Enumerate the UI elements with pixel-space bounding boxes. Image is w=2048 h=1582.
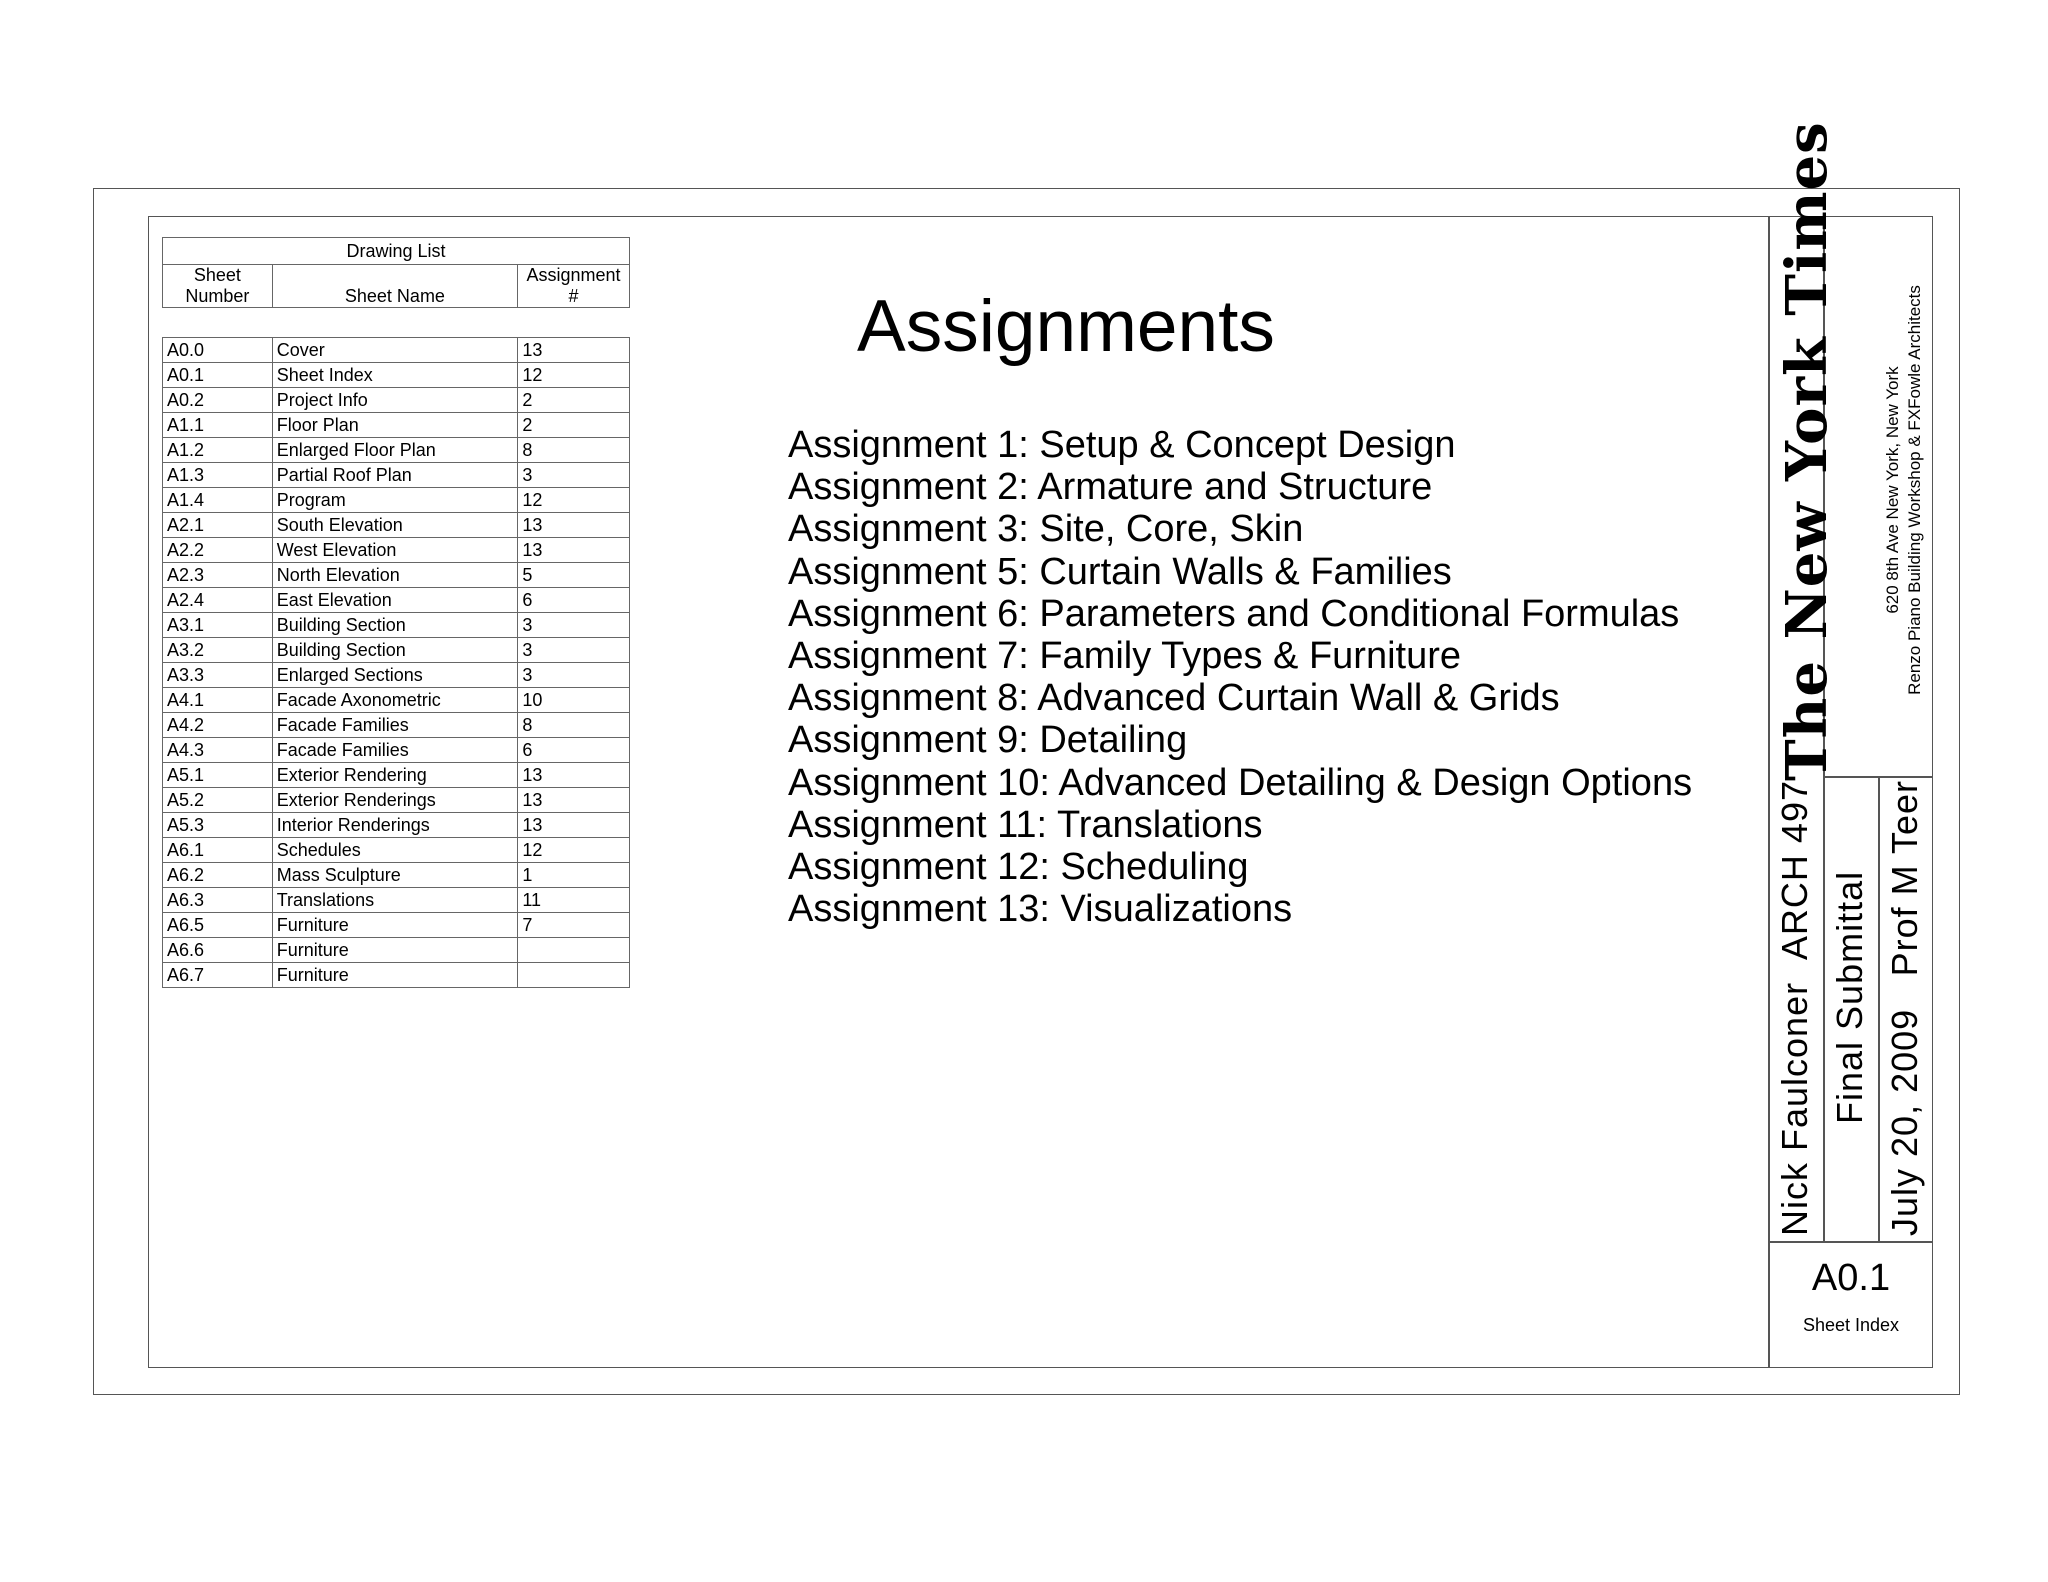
list-item: Assignment 12: Scheduling bbox=[788, 846, 1249, 889]
table-row bbox=[163, 763, 630, 788]
header-sheet-name: Sheet Name bbox=[272, 265, 517, 308]
cell-number: A6.2 bbox=[163, 863, 273, 888]
cell-assignment: 13 bbox=[518, 763, 630, 788]
header-assignment bbox=[518, 265, 630, 308]
cell-assignment: 12 bbox=[518, 363, 630, 388]
cell-name: Exterior Renderings bbox=[272, 788, 518, 813]
header-assignment-line2: # bbox=[568, 286, 579, 306]
cell-number: A2.3 bbox=[163, 563, 273, 588]
cell-number: A1.2 bbox=[163, 438, 273, 463]
cell-name: Mass Sculpture bbox=[272, 863, 518, 888]
list-item: Assignment 10: Advanced Detailing & Design Options bbox=[788, 761, 1693, 804]
cell-number: A3.3 bbox=[163, 663, 273, 688]
table-row bbox=[163, 338, 630, 363]
table-row bbox=[163, 388, 630, 413]
cell-number: A4.3 bbox=[163, 738, 273, 763]
cell-name: Cover bbox=[272, 338, 518, 363]
cell-name: Furniture bbox=[272, 938, 518, 963]
address-line1: 620 8th Ave New York, New York bbox=[1883, 366, 1902, 614]
table-row bbox=[163, 413, 630, 438]
cell-assignment: 3 bbox=[518, 613, 630, 638]
cell-name: West Elevation bbox=[272, 538, 518, 563]
table-row bbox=[163, 638, 630, 663]
cell-assignment: 3 bbox=[518, 463, 630, 488]
cell-number: A2.2 bbox=[163, 538, 273, 563]
cell-assignment: 11 bbox=[518, 888, 630, 913]
cell-name: Building Section bbox=[272, 638, 518, 663]
cell-number: A5.3 bbox=[163, 813, 273, 838]
cell-number: A5.2 bbox=[163, 788, 273, 813]
list-item: Assignment 5: Curtain Walls & Families bbox=[788, 550, 1452, 593]
table-row bbox=[163, 888, 630, 913]
cell-assignment: 1 bbox=[518, 863, 630, 888]
drawing-list-header bbox=[162, 237, 630, 308]
cell-number: A2.4 bbox=[163, 588, 273, 613]
table-row bbox=[163, 838, 630, 863]
table-row bbox=[163, 863, 630, 888]
cell-name: Partial Roof Plan bbox=[272, 463, 518, 488]
cell-assignment: 2 bbox=[518, 388, 630, 413]
cell-assignment: 7 bbox=[518, 913, 630, 938]
drawing-list-table bbox=[162, 337, 630, 988]
table-row bbox=[163, 663, 630, 688]
project-address bbox=[1882, 260, 1926, 720]
cell-assignment: 13 bbox=[518, 538, 630, 563]
cell-assignment: 3 bbox=[518, 663, 630, 688]
table-row bbox=[163, 538, 630, 563]
cell-assignment bbox=[518, 938, 630, 963]
cell-name: Facade Axonometric bbox=[272, 688, 518, 713]
cell-assignment: 8 bbox=[518, 438, 630, 463]
cell-number: A6.6 bbox=[163, 938, 273, 963]
cell-assignment: 13 bbox=[518, 813, 630, 838]
cell-number: A3.2 bbox=[163, 638, 273, 663]
title-block-divider bbox=[1768, 1241, 1933, 1243]
cell-number: A3.1 bbox=[163, 613, 273, 638]
cell-assignment: 6 bbox=[518, 738, 630, 763]
assignment-list bbox=[788, 424, 1692, 930]
table-row bbox=[163, 513, 630, 538]
cell-number: A6.7 bbox=[163, 963, 273, 988]
list-item: Assignment 3: Site, Core, Skin bbox=[788, 508, 1304, 551]
cell-name: Furniture bbox=[272, 913, 518, 938]
cell-name: North Elevation bbox=[272, 563, 518, 588]
cell-assignment: 12 bbox=[518, 488, 630, 513]
cell-number: A1.1 bbox=[163, 413, 273, 438]
list-item: Assignment 2: Armature and Structure bbox=[788, 466, 1433, 509]
table-row bbox=[163, 488, 630, 513]
cell-name: Interior Renderings bbox=[272, 813, 518, 838]
table-row bbox=[163, 688, 630, 713]
sheet-number: A0.1 bbox=[1811, 1257, 1891, 1299]
cell-name: Project Info bbox=[272, 388, 518, 413]
sheet-name: Sheet Index bbox=[1802, 1315, 1900, 1335]
cell-number: A5.1 bbox=[163, 763, 273, 788]
cell-number: A0.0 bbox=[163, 338, 273, 363]
date-professor-line bbox=[1883, 780, 1927, 1236]
table-row bbox=[163, 588, 630, 613]
cell-assignment: 2 bbox=[518, 413, 630, 438]
cell-number: A4.2 bbox=[163, 713, 273, 738]
cell-name: Enlarged Floor Plan bbox=[272, 438, 518, 463]
table-row bbox=[163, 613, 630, 638]
cell-name: Facade Families bbox=[272, 738, 518, 763]
client-logo: The New York Times bbox=[1774, 121, 1840, 781]
cell-assignment: 13 bbox=[518, 513, 630, 538]
title-block-divider bbox=[1768, 216, 1770, 1368]
cell-number: A0.2 bbox=[163, 388, 273, 413]
table-row bbox=[163, 563, 630, 588]
list-item: Assignment 6: Parameters and Conditional Formulas bbox=[788, 592, 1680, 635]
list-item: Assignment 7: Family Types & Furniture bbox=[788, 635, 1461, 678]
header-sheet-number-line1: Sheet bbox=[193, 265, 241, 285]
table-row bbox=[163, 938, 630, 963]
cell-number: A1.4 bbox=[163, 488, 273, 513]
table-row bbox=[163, 963, 630, 988]
cell-name: Furniture bbox=[272, 963, 518, 988]
cell-assignment: 5 bbox=[518, 563, 630, 588]
table-row bbox=[163, 713, 630, 738]
cell-assignment: 6 bbox=[518, 588, 630, 613]
course-number: ARCH 497 bbox=[1774, 780, 1815, 961]
table-row bbox=[163, 813, 630, 838]
table-row bbox=[163, 788, 630, 813]
submission-label: Final Submittal bbox=[1829, 870, 1870, 1124]
cell-assignment: 8 bbox=[518, 713, 630, 738]
list-item: Assignment 13: Visualizations bbox=[788, 888, 1293, 931]
table-row bbox=[163, 463, 630, 488]
table-row bbox=[163, 438, 630, 463]
cell-name: Floor Plan bbox=[272, 413, 518, 438]
table-row bbox=[163, 913, 630, 938]
cell-name: South Elevation bbox=[272, 513, 518, 538]
cell-assignment: 10 bbox=[518, 688, 630, 713]
header-assignment-line1: Assignment bbox=[526, 265, 621, 285]
cell-name: Program bbox=[272, 488, 518, 513]
page-title: Assignments bbox=[857, 286, 1275, 367]
list-item: Assignment 8: Advanced Curtain Wall & Grids bbox=[788, 677, 1560, 720]
list-item: Assignment 1: Setup & Concept Design bbox=[788, 424, 1456, 466]
cell-number: A0.1 bbox=[163, 363, 273, 388]
cell-name: Building Section bbox=[272, 613, 518, 638]
cell-number: A2.1 bbox=[163, 513, 273, 538]
cell-number: A6.1 bbox=[163, 838, 273, 863]
cell-name: Exterior Rendering bbox=[272, 763, 518, 788]
cell-name: Sheet Index bbox=[272, 363, 518, 388]
cell-name: Schedules bbox=[272, 838, 518, 863]
cell-assignment: 12 bbox=[518, 838, 630, 863]
cell-number: A6.3 bbox=[163, 888, 273, 913]
professor-name: Prof M Teer bbox=[1884, 780, 1925, 977]
list-item: Assignment 9: Detailing bbox=[788, 719, 1188, 762]
header-sheet-number-line2: Number bbox=[185, 286, 250, 306]
cell-number: A4.1 bbox=[163, 688, 273, 713]
cell-name: Enlarged Sections bbox=[272, 663, 518, 688]
cell-name: Facade Families bbox=[272, 713, 518, 738]
submission-date: July 20, 2009 bbox=[1884, 1008, 1925, 1236]
cell-number: A6.5 bbox=[163, 913, 273, 938]
title-block-divider bbox=[1878, 777, 1880, 1242]
student-course-line bbox=[1773, 780, 1817, 1236]
cell-assignment bbox=[518, 963, 630, 988]
cell-assignment: 13 bbox=[518, 788, 630, 813]
table-row bbox=[163, 738, 630, 763]
cell-number: A1.3 bbox=[163, 463, 273, 488]
cell-assignment: 3 bbox=[518, 638, 630, 663]
student-name: Nick Faulconer bbox=[1774, 981, 1815, 1236]
list-item: Assignment 11: Translations bbox=[788, 803, 1263, 846]
header-sheet-number bbox=[163, 265, 273, 308]
cell-name: East Elevation bbox=[272, 588, 518, 613]
cell-name: Translations bbox=[272, 888, 518, 913]
address-line2: Renzo Piano Building Workshop & FXFowle Architects bbox=[1905, 285, 1924, 695]
table-row bbox=[163, 363, 630, 388]
drawing-list-title: Drawing List bbox=[163, 238, 630, 265]
cell-assignment: 13 bbox=[518, 338, 630, 363]
